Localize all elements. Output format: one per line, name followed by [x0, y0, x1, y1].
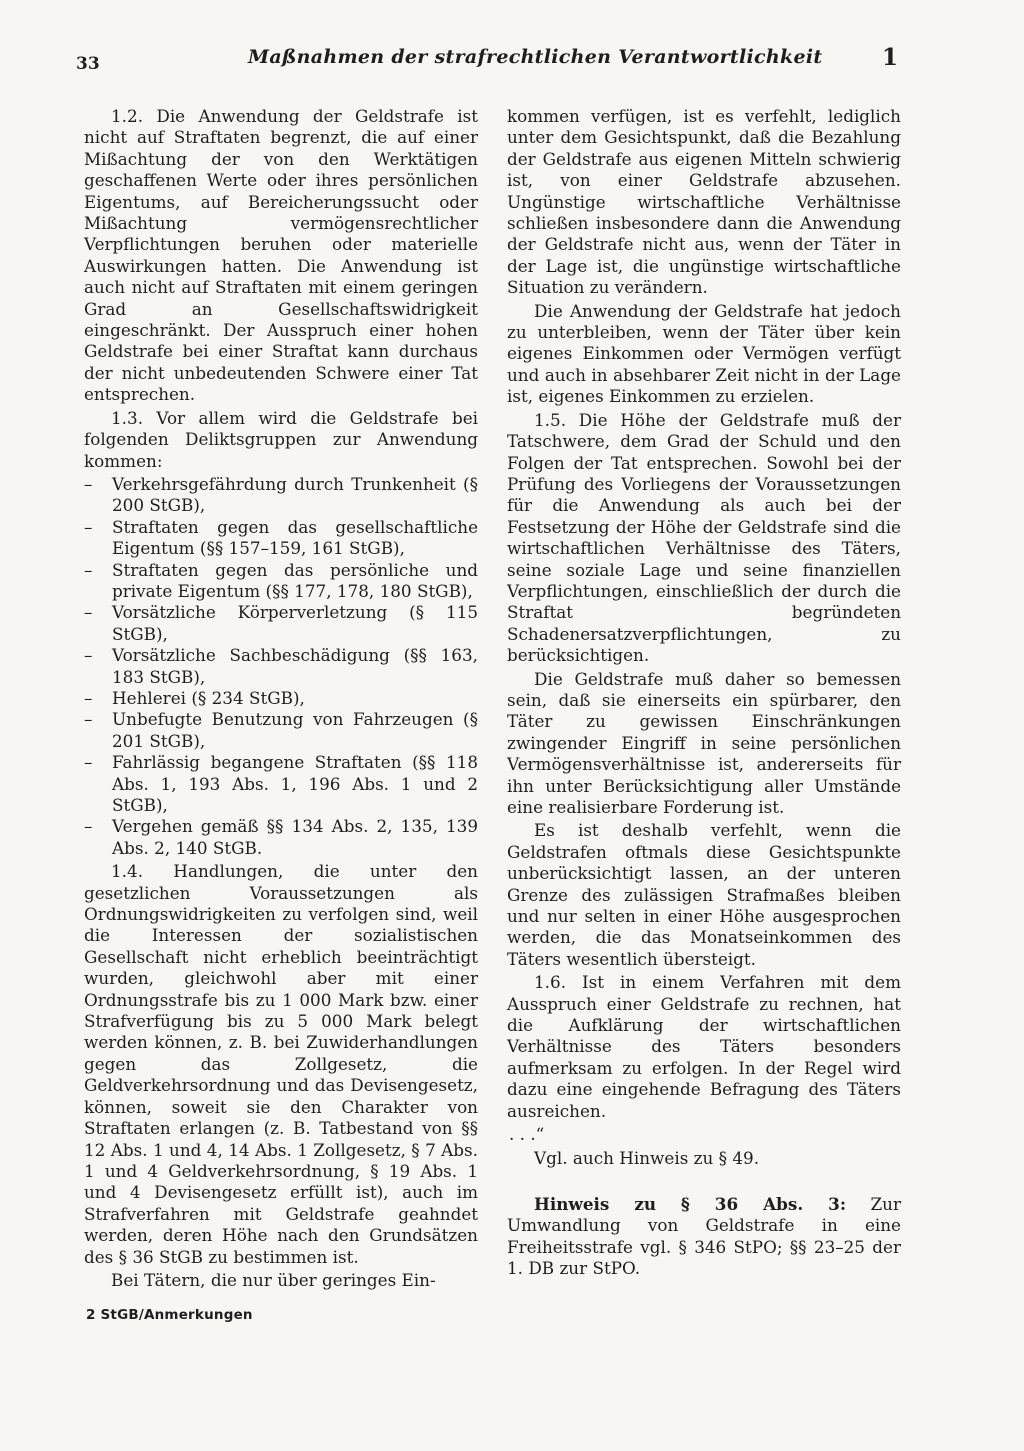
list-item: – Straftaten gegen das persönliche und private Eigentum (§§ 177, 178, 180 StGB), — [84, 560, 478, 603]
note-paragraph — [507, 1194, 901, 1280]
left-column — [84, 106, 478, 1293]
paragraph-continuation: kommen verfügen, ist es verfehlt, lediglich unter dem Gesichtspunkt, daß die Bezahlung der Geldstrafe aus eigenen Mitteln schwierig ist, von einer Geldstrafe abzusehen. Ungünstige wirtschaftliche Verhältnisse schließen insbesondere dann die Anwendung der Geldstrafe nicht aus, wenn der Täter in der Lage ist, die ungünstige wirtschaftliche Situation zu verändern. — [507, 106, 901, 298]
list-item: – Straftaten gegen das gesellschaftliche Eigentum (§§ 157–159, 161 StGB), — [84, 517, 478, 560]
page-number: 33 — [76, 54, 100, 74]
running-title: Maßnahmen der strafrechtlichen Verantwortlichkeit — [248, 46, 823, 68]
paragraph-1-3: 1.3. Vor allem wird die Geldstrafe bei folgenden Deliktsgruppen zur Anwendung kommen: — [84, 407, 478, 471]
list-item: – Vorsätzliche Sachbeschädigung (§§ 163, 183 StGB), — [84, 645, 478, 688]
paragraph-1-5: 1.5. Die Höhe der Geldstrafe muß der Tatschwere, dem Grad der Schuld und den Folgen der Tat entsprechen. Sowohl bei der Prüfung des Vorliegens der Voraussetzungen für die Anwendung als auch bei der Festsetzung der Höhe der Geldstrafe sind die wirtschaftlichen Verhältnisse des Täters, seine soziale Lage und seine finanziellen Verpflichtungen, einschließlich der durch die Straftat begründeten Schadenersatzverpflichtungen, zu berücksichtigen. — [507, 409, 901, 666]
right-column — [507, 106, 901, 1282]
paragraph-verfehlt: Es ist deshalb verfehlt, wenn die Geldstrafen oftmals diese Gesichtspunkte unberücksichtigt lassen, an der unteren Grenze des zulässigen Strafmaßes bleiben und nur selten in einer Höhe ausgesprochen werden, die das Monatseinkommen des Täters wesentlich übersteigt. — [507, 820, 901, 969]
list-item: – Vergehen gemäß §§ 134 Abs. 2, 135, 139 Abs. 2, 140 StGB. — [84, 816, 478, 859]
paragraph-1-2: 1.2. Die Anwendung der Geldstrafe ist nicht auf Straftaten begrenzt, die auf einer Mißachtung der von den Werktätigen geschaffenen Werte oder ihres persönlichen Eigentums, auf Bereicherungssucht oder Mißachtung vermögensrechtlicher Verpflichtungen beruhen oder materielle Auswirkungen hatten. Die Anwendung ist auch nicht auf Straftaten mit einem geringen Grad an Gesellschaftswidrigkeit eingeschränkt. Der Ausspruch einer hohen Geldstrafe bei einer Straftat kann durchaus der nicht unbedeutenden Schwere einer Tat entsprechen. — [84, 106, 478, 405]
paragraph-taeter: Bei Tätern, die nur über geringes Ein- — [111, 1269, 436, 1290]
list-item: – Unbefugte Benutzung von Fahrzeugen (§ 201 StGB), — [84, 709, 478, 752]
quote-end: . . .“ — [509, 1124, 545, 1145]
paragraph-bemessen: Die Geldstrafe muß daher so bemessen sein, daß sie einerseits ein spürbarer, den Täter zu gewissen Einschränkungen zwingender Eingriff in seine persönlichen Vermögensverhältnisse ist, andererseits für ihn unter Berücksichtigung aller Umstände eine realisierbare Forderung ist. — [507, 668, 901, 817]
paragraph-unterbleiben: Die Anwendung der Geldstrafe hat jedoch zu unterbleiben, wenn der Täter über kein eigenes Einkommen oder Vermögen verfügt und auch in absehbarer Zeit nicht in der Lage ist, eigenes Einkommen zu erzielen. — [507, 300, 901, 407]
paragraph-1-6: 1.6. Ist in einem Verfahren mit dem Ausspruch einer Geldstrafe zu rechnen, hat die Aufklärung der wirtschaftlichen Verhältnisse des Täters besonders aufmerksam zu erfolgen. In der Regel wird dazu eine eingehende Befragung des Täters ausreichen. — [507, 972, 901, 1121]
cross-reference: Vgl. auch Hinweis zu § 49. — [534, 1147, 760, 1168]
note-label: Hinweis zu § 36 Abs. 3: — [534, 1193, 847, 1214]
list-item: – Hehlerei (§ 234 StGB), — [84, 688, 478, 709]
paragraph-1-4: 1.4. Handlungen, die unter den gesetzlichen Voraussetzungen als Ordnungswidrigkeiten zu verfolgen sind, weil die Interessen der sozialistischen Gesellschaft nicht erheblich beeinträchtigt wurden, gleichwohl aber mit einer Ordnungsstrafe bis zu 1 000 Mark bzw. einer Strafverfügung bis zu 5 000 Mark belegt werden können, z. B. bei Zuwiderhandlungen gegen das Zollgesetz, die Geldverkehrsordnung und das Devisengesetz, können, soweit sie den Charakter von Straftaten erlangen (z. B. Tatbestand von §§ 12 Abs. 1 und 4, 14 Abs. 1 Zollgesetz, § 7 Abs. 1 und 4 Geldverkehrsordnung, § 19 Abs. 1 und 4 Devisengesetz erfüllt ist), auch im Strafverfahren mit Geldstrafe geahndet werden, deren Höhe nach den Grundsätzen des § 36 StGB zu bestimmen ist. — [84, 861, 478, 1267]
list-item: – Verkehrsgefährdung durch Trunkenheit (§ 200 StGB), — [84, 474, 478, 517]
footer-signature: 2 StGB/Anmerkungen — [86, 1307, 253, 1323]
offense-group-list — [84, 474, 478, 859]
list-item: – Vorsätzliche Körperverletzung (§ 115 StGB), — [84, 602, 478, 645]
list-item: – Fahrlässig begangene Straftaten (§§ 118 Abs. 1, 193 Abs. 1, 196 Abs. 1 und 2 StGB), — [84, 752, 478, 816]
note-text: Zur Umwandlung von Geldstrafe in eine Freiheitsstrafe vgl. § 346 StPO; §§ 23–25 der 1. DB zur StPO. — [507, 1193, 901, 1279]
chapter-number: 1 — [882, 44, 899, 71]
